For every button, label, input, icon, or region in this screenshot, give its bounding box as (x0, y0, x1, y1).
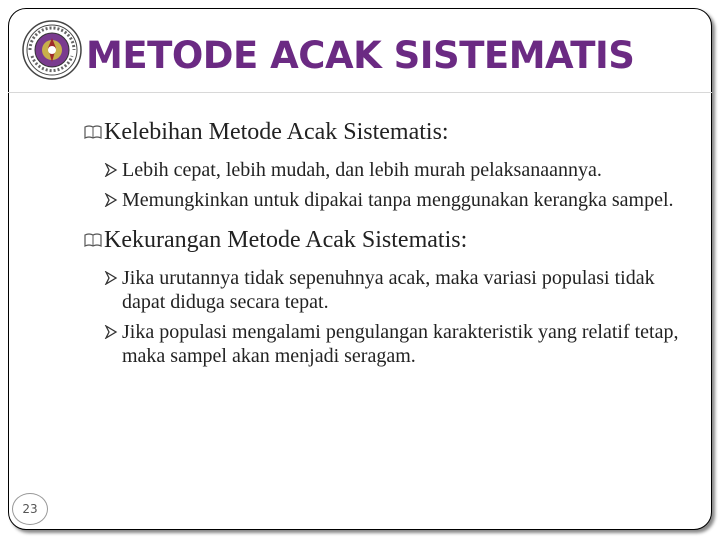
university-seal-icon (22, 20, 82, 80)
arrow-bullet-icon (104, 325, 118, 339)
slide-content (84, 118, 684, 382)
list-item: Memungkinkan untuk dipakai tanpa menggunakan kerangka sampel. (84, 188, 684, 212)
book-bullet-icon (84, 124, 102, 140)
title-bar (8, 8, 712, 93)
page-number: 23 (12, 493, 48, 525)
book-bullet-icon (84, 232, 102, 248)
page-title: METODE ACAK SISTEMATIS (86, 34, 635, 77)
section-kelebihan (84, 118, 684, 212)
section-kekurangan (84, 226, 684, 368)
section-heading: Kelebihan Metode Acak Sistematis: (84, 118, 684, 146)
section-heading: Kekurangan Metode Acak Sistematis: (84, 226, 684, 254)
arrow-bullet-icon (104, 271, 118, 285)
list-item: Jika populasi mengalami pengulangan karakteristik yang relatif tetap, maka sampel akan menjadi seragam. (84, 320, 684, 368)
list-item: Lebih cepat, lebih mudah, dan lebih murah pelaksanaannya. (84, 158, 684, 182)
arrow-bullet-icon (104, 193, 118, 207)
list-item: Jika urutannya tidak sepenuhnya acak, maka variasi populasi tidak dapat diduga secara tepat. (84, 266, 684, 314)
arrow-bullet-icon (104, 163, 118, 177)
